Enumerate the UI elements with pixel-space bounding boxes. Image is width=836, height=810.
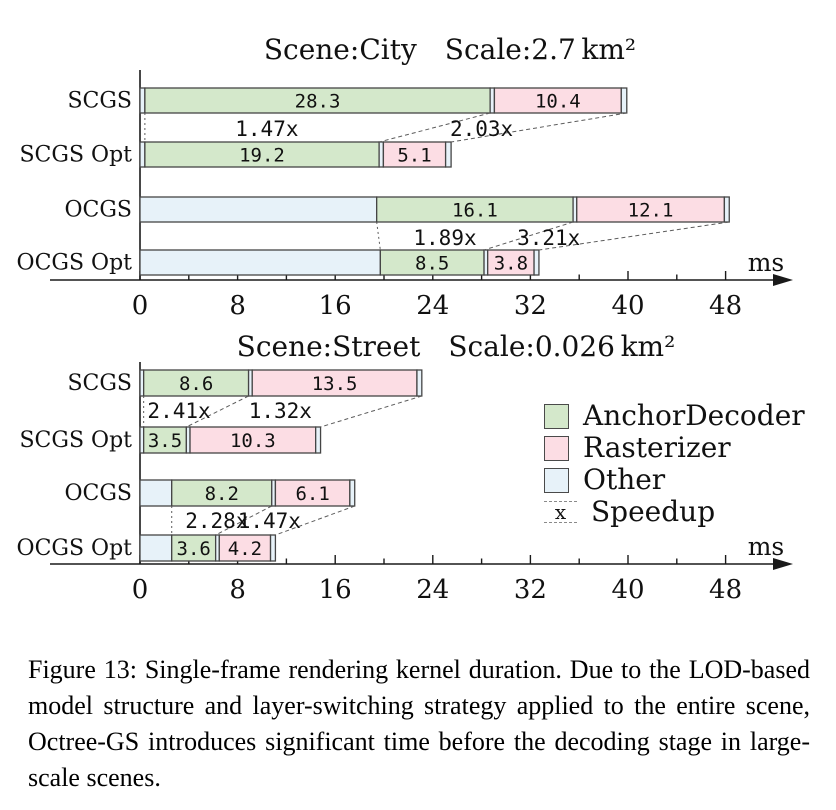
bar-segment-other — [724, 197, 729, 222]
tick-label: 32 — [513, 291, 547, 321]
legend — [544, 399, 805, 528]
bar-value: 10.3 — [229, 430, 276, 452]
bar-value: 3.6 — [176, 538, 211, 560]
tick-label: 16 — [318, 575, 352, 605]
tick-label: 24 — [416, 575, 450, 605]
tick-label: 16 — [318, 291, 352, 321]
bar-segment-other — [446, 142, 451, 167]
legend-item-rasterizer — [544, 431, 805, 464]
tick-label: 48 — [709, 291, 743, 321]
speedup-value-rasterizer: 1.47x — [237, 509, 301, 533]
axis-unit-label: ms — [747, 532, 785, 561]
bar-segment-other — [350, 480, 355, 506]
tick-label: 24 — [416, 291, 450, 321]
legend-label: AnchorDecoder — [583, 399, 805, 432]
other-swatch — [544, 468, 569, 493]
row-label-OCGS-Opt: OCGS Opt — [16, 250, 132, 276]
bar-value: 8.6 — [178, 373, 214, 395]
figure-caption: Figure 13: Single-frame rendering kernel duration. Due to the LOD-based model structure and layer-switching strategy applied to the entire scene, Octree-GS introduces significant time before the decoding stage in large-scale scenes. — [28, 655, 810, 792]
speedup-rasterizer-line — [321, 396, 422, 427]
tick-label: 40 — [611, 575, 645, 605]
bar-value: 19.2 — [239, 144, 285, 167]
speedup-value-decoder: 1.47x — [235, 117, 299, 141]
legend-label: Other — [583, 463, 666, 496]
bar-segment-other — [140, 250, 380, 275]
tick-label: 0 — [131, 291, 149, 321]
bar-value: 4.2 — [227, 538, 263, 560]
bar-value: 13.5 — [311, 373, 358, 395]
bar-value: 3.5 — [147, 430, 183, 452]
bar-segment-other — [140, 197, 377, 222]
axis-unit-label: ms — [747, 248, 785, 277]
legend-item-anchor-decoder — [544, 399, 805, 432]
row-label-OCGS-Opt: OCGS Opt — [16, 536, 132, 561]
bar-segment-other — [621, 88, 626, 113]
bar-value: 10.4 — [534, 90, 581, 113]
row-label-SCGS-Opt: SCGS Opt — [19, 142, 132, 168]
rasterizer-swatch — [544, 436, 569, 461]
speedup-value-decoder: 2.28x — [185, 509, 249, 533]
row-label-SCGS-Opt: SCGS Opt — [19, 428, 132, 453]
bar-segment-other — [534, 250, 539, 275]
tick-label: 48 — [709, 575, 743, 605]
bar-segment-other — [140, 88, 145, 113]
legend-item-other — [544, 463, 805, 496]
tick-label: 8 — [229, 575, 246, 605]
bar-value: 8.2 — [204, 483, 239, 505]
tick-label: 0 — [131, 575, 149, 605]
anchor-decoder-swatch — [544, 404, 569, 429]
tick-label: 8 — [229, 291, 246, 321]
legend-label: Rasterizer — [583, 431, 731, 464]
bar-segment-other — [140, 142, 145, 167]
bar-segment-other — [316, 427, 321, 453]
speedup-value-decoder: 1.89x — [413, 226, 477, 250]
speedup-value-rasterizer: 2.03x — [449, 117, 514, 141]
tick-label: 32 — [513, 575, 547, 605]
chart-title: Scene:City Scale:2.7 km² — [263, 33, 637, 66]
row-label-SCGS: SCGS — [67, 88, 132, 114]
bar-value: 28.3 — [294, 90, 341, 113]
bar-value: 8.5 — [415, 252, 450, 275]
speedup-value-rasterizer: 3.21x — [517, 226, 581, 250]
speedup-start-line — [377, 222, 381, 250]
bar-segment-other — [271, 535, 276, 561]
speedup-dashed-icon: x — [544, 501, 577, 523]
speedup-value-decoder: 2.41x — [147, 399, 211, 423]
bar-value: 5.1 — [397, 144, 432, 167]
legend-item-speedup — [544, 495, 805, 528]
speedup-value-rasterizer: 1.32x — [248, 399, 312, 423]
bar-value: 3.8 — [493, 252, 529, 275]
tick-label: 40 — [611, 291, 645, 321]
bar-segment-other — [417, 370, 422, 396]
bar-segment-other — [140, 535, 172, 561]
legend-label: Speedup — [591, 495, 716, 528]
bar-segment-other — [140, 480, 172, 506]
bar-value: 12.1 — [627, 199, 674, 222]
row-label-SCGS: SCGS — [67, 371, 132, 396]
bar-value: 6.1 — [295, 483, 330, 505]
row-label-OCGS: OCGS — [64, 197, 132, 223]
chart-title: Scene:Street Scale:0.026 km² — [236, 330, 676, 363]
bar-value: 16.1 — [452, 199, 498, 222]
row-label-OCGS: OCGS — [64, 481, 132, 506]
